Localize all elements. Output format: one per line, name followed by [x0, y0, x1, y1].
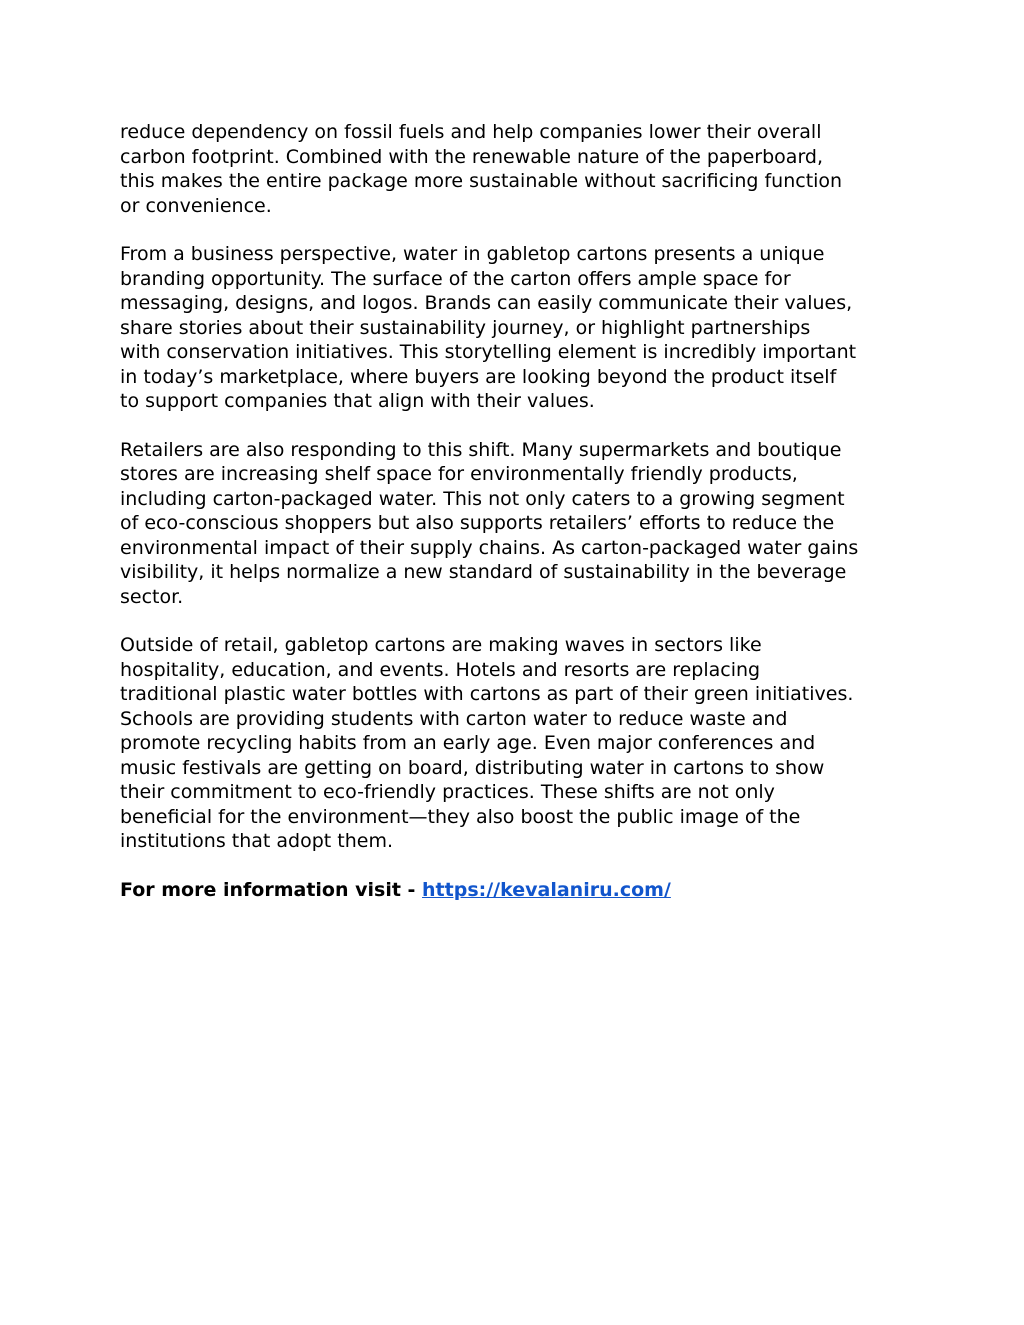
text-line: branding opportunity. The surface of the carton offers ample space for — [120, 267, 791, 290]
text-line: carbon footprint. Combined with the renewable nature of the paperboard, — [120, 145, 824, 168]
text-line: environmental impact of their supply chains. As carton-packaged water gains — [120, 536, 859, 559]
paragraph-sustainability — [120, 120, 920, 218]
text-line: promote recycling habits from an early age. Even major conferences and — [120, 732, 816, 754]
text-line: of eco-conscious shoppers but also supports retailers’ efforts to reduce the — [120, 512, 835, 534]
text-line: stores are increasing shelf space for environmentally friendly products, — [120, 463, 798, 485]
text-line: or convenience. — [120, 194, 272, 217]
text-line: their commitment to eco-friendly practices. These shifts are not only — [120, 781, 775, 803]
text-line: Outside of retail, gabletop cartons are making waves in sectors like — [120, 634, 762, 656]
document-page — [120, 120, 920, 902]
paragraph-branding — [120, 242, 920, 414]
text-line: institutions that adopt them. — [120, 830, 394, 852]
text-line: visibility, it helps normalize a new standard of sustainability in the beverage — [120, 561, 847, 583]
text-line: Schools are providing students with carton water to reduce waste and — [120, 707, 788, 730]
text-line: in today’s marketplace, where buyers are looking beyond the product itself — [120, 365, 837, 388]
website-link[interactable]: https://kevalaniru.com/ — [422, 878, 671, 901]
paragraph-outside-retail — [120, 633, 920, 854]
text-line: with conservation initiatives. This storytelling element is incredibly important — [120, 341, 857, 363]
more-info-line — [120, 878, 920, 903]
text-line: sector. — [120, 585, 184, 608]
text-line: From a business perspective, water in gabletop cartons presents a unique — [120, 243, 825, 265]
text-line: including carton-packaged water. This not only caters to a growing segment — [120, 487, 845, 510]
text-line: hospitality, education, and events. Hotels and resorts are replacing — [120, 658, 761, 681]
text-line: beneficial for the environment—they also boost the public image of the — [120, 805, 801, 828]
text-line: messaging, designs, and logos. Brands can easily communicate their values, — [120, 292, 853, 314]
text-line: Retailers are also responding to this shift. Many supermarkets and boutique — [120, 438, 842, 461]
text-line: this makes the entire package more sustainable without sacrificing function — [120, 170, 843, 192]
text-line: share stories about their sustainability journey, or highlight partnerships — [120, 316, 811, 339]
paragraph-retailers — [120, 438, 920, 610]
text-line: to support companies that align with their values. — [120, 390, 595, 412]
text-line: reduce dependency on fossil fuels and help companies lower their overall — [120, 121, 822, 143]
text-line: music festivals are getting on board, distributing water in cartons to show — [120, 756, 825, 779]
text-line: traditional plastic water bottles with cartons as part of their green initiatives. — [120, 683, 854, 705]
more-info-label: For more information visit - — [120, 878, 423, 901]
